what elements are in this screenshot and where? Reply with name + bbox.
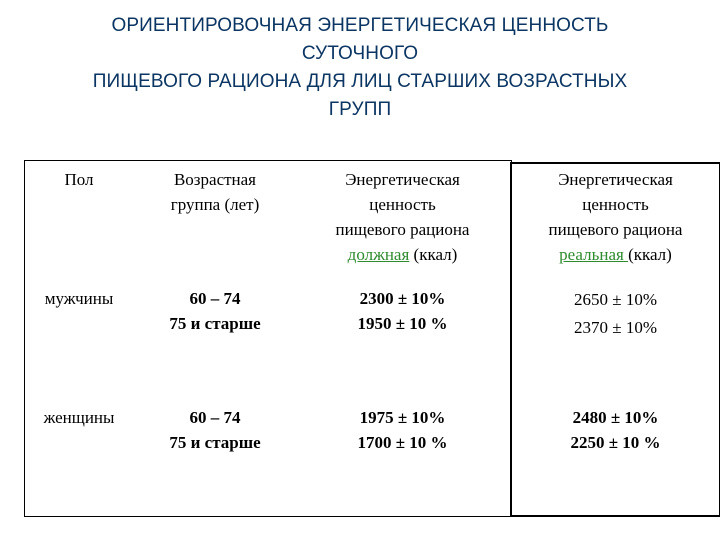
table-row-women-real	[514, 405, 717, 455]
women-due-2: 1700 ± 10 %	[357, 433, 448, 452]
men-due-2: 1950 ± 10 %	[357, 314, 448, 333]
table-row-men-sex: мужчины	[44, 289, 114, 308]
header-age-line-2: группа (лет)	[170, 195, 260, 214]
men-age-1: 60 – 74	[189, 289, 241, 308]
header-sex: Пол	[64, 170, 94, 189]
table-row-men-age	[140, 286, 290, 336]
page-title	[0, 12, 720, 124]
title-line-1: ОРИЕНТИРОВОЧНАЯ ЭНЕРГЕТИЧЕСКАЯ ЦЕННОСТЬ	[111, 15, 609, 36]
header-due-line-3: пищевого рациона	[335, 220, 470, 239]
due-unit: (ккал)	[409, 245, 458, 264]
women-age-2: 75 и старше	[169, 433, 261, 452]
table-row-women-due	[305, 405, 500, 455]
table-row-men-real	[514, 286, 717, 342]
header-real-line-3: пищевого рациона	[548, 220, 683, 239]
header-real-line-2: ценность	[582, 195, 649, 214]
women-real-2: 2250 ± 10 %	[570, 433, 661, 452]
header-real-line-4	[514, 242, 717, 267]
women-real-1: 2480 ± 10%	[572, 408, 659, 427]
header-due-line-2: ценность	[369, 195, 436, 214]
men-due-1: 2300 ± 10%	[359, 289, 446, 308]
header-energy-due	[305, 167, 500, 267]
men-real-1: 2650 ± 10%	[574, 290, 657, 309]
women-age-1: 60 – 74	[189, 408, 241, 427]
title-line-4: ГРУПП	[328, 99, 392, 120]
title-line-3: ПИЩЕВОГО РАЦИОНА ДЛЯ ЛИЦ СТАРШИХ ВОЗРАСТНЫХ	[92, 71, 628, 92]
title-line-2: СУТОЧНОГО	[301, 43, 419, 64]
header-due-line-4	[305, 242, 500, 267]
real-unit: (ккал)	[628, 245, 672, 264]
real-highlight: реальная	[559, 245, 629, 264]
header-energy-real	[514, 167, 717, 267]
due-highlight: должная	[347, 245, 410, 264]
header-age-line-1: Возрастная	[173, 170, 257, 189]
header-age-group	[140, 167, 290, 217]
table-row-women-sex: женщины	[43, 408, 115, 427]
table-row-women-age	[140, 405, 290, 455]
men-real-2: 2370 ± 10%	[574, 318, 657, 337]
header-due-line-1: Энергетическая	[345, 170, 460, 189]
table-row-men-due	[305, 286, 500, 336]
men-age-2: 75 и старше	[169, 314, 261, 333]
women-due-1: 1975 ± 10%	[359, 408, 446, 427]
header-real-line-1: Энергетическая	[558, 170, 673, 189]
